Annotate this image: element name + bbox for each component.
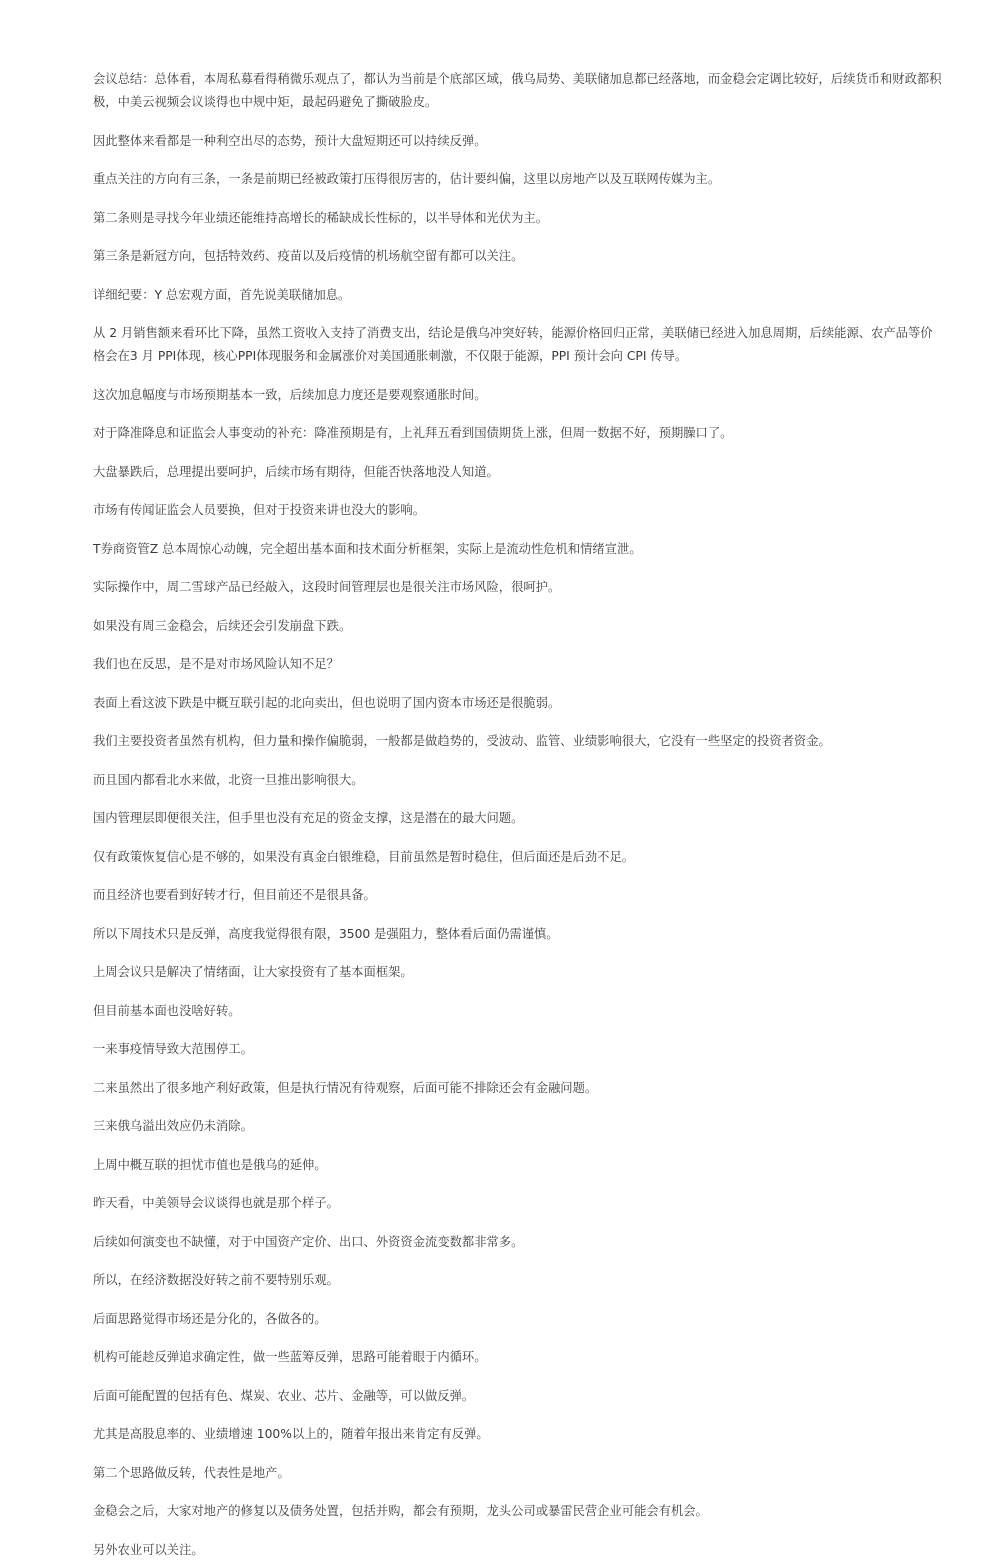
paragraph: 表面上看这波下跌是中概互联引起的北向卖出，但也说明了国内资本市场还是很脆弱。 bbox=[93, 695, 561, 710]
paragraph: 一来事疫情导致大范围停工。 bbox=[93, 1042, 253, 1056]
paragraph: 而且国内都看北水来做，北资一旦推出影响很大。 bbox=[93, 772, 364, 787]
paragraph: 大盘暴跌后，总理提出要呵护，后续市场有期待，但能否快落地没人知道。 bbox=[93, 464, 499, 479]
paragraph: 我们也在反思，是不是对市场风险认知不足？ bbox=[93, 657, 339, 671]
paragraph: T券商资管Z 总本周惊心动魄，完全超出基本面和技术面分析框架，实际上是流动性危机和情绪宣泄。 bbox=[93, 541, 642, 556]
paragraph: 第二个思路做反转，代表性是地产。 bbox=[93, 1465, 290, 1480]
paragraph-details-heading: 详细纪要：Y 总宏观方面，首先说美联储加息。 bbox=[93, 287, 351, 302]
paragraph: 三来俄乌溢出效应仍未消除。 bbox=[93, 1119, 253, 1133]
paragraph: 第三条是新冠方向，包括特效药、疫苗以及后疫情的机场航空留有都可以关注。 bbox=[93, 249, 524, 263]
paragraph: 机构可能趁反弹追求确定性，做一些蓝筹反弹，思路可能着眼于内循环。 bbox=[93, 1350, 487, 1364]
paragraph: 实际操作中，周二雪球产品已经敲入，这段时间管理层也是很关注市场风险，很呵护。 bbox=[93, 580, 561, 594]
paragraph: 因此整体来看都是一种利空出尽的态势，预计大盘短期还可以持续反弹。 bbox=[93, 133, 487, 148]
paragraph: 上周中概互联的担忧市值也是俄乌的延伸。 bbox=[93, 1157, 327, 1172]
paragraph: 国内管理层即便很关注，但手里也没有充足的资金支撑，这是潜在的最大问题。 bbox=[93, 811, 524, 825]
paragraph-summary: 会议总结：总体看，本周私募看得稍微乐观点了，都认为当前是个底部区域，俄乌局势、美联储加息都已经落地，而金稳会定调比较好，后续货币和财政都积极，中美云视频会议谈得也中规中矩，最起码避免了撕破脸皮。 bbox=[93, 72, 942, 109]
paragraph: 这次加息幅度与市场预期基本一致，后续加息力度还是要观察通胀时间。 bbox=[93, 387, 487, 402]
paragraph: 但目前基本面也没啥好转。 bbox=[93, 1003, 241, 1018]
paragraph: 后面可能配置的包括有色、煤炭、农业、芯片、金融等，可以做反弹。 bbox=[93, 1388, 475, 1403]
paragraph: 如果没有周三金稳会，后续还会引发崩盘下跌。 bbox=[93, 618, 352, 633]
paragraph: 所以，在经济数据没好转之前不要特别乐观。 bbox=[93, 1273, 339, 1287]
paragraph: 昨天看，中美领导会议谈得也就是那个样子。 bbox=[93, 1196, 339, 1210]
paragraph: 仅有政策恢复信心是不够的，如果没有真金白银维稳，目前虽然是暂时稳住，但后面还是后劲不足。 bbox=[93, 849, 635, 864]
paragraph: 从 2 月销售额来看环比下降，虽然工资收入支持了消费支出，结论是俄乌冲突好转，能源价格回归正常，美联储已经进入加息周期，后续能源、农产品等价格会在3 月 PPI体现，核心PPI体现服务和金属涨价对美国通胀刺激，不仅限于能源，PPI 预计会向 CPI 传导。 bbox=[93, 326, 933, 363]
paragraph: 对于降准降息和证监会人事变动的补充：降准预期是有，上礼拜五看到国债期货上涨，但周一数据不好，预期臊口了。 bbox=[93, 426, 733, 440]
paragraph: 后面思路觉得市场还是分化的，各做各的。 bbox=[93, 1311, 327, 1326]
paragraph: 而且经济也要看到好转才行，但目前还不是很具备。 bbox=[93, 888, 376, 902]
paragraph: 重点关注的方向有三条，一条是前期已经被政策打压得很厉害的，估计要纠偏，这里以房地产以及互联网传媒为主。 bbox=[93, 172, 721, 186]
paragraph: 第二条则是寻找今年业绩还能维持高增长的稀缺成长性标的，以半导体和光伏为主。 bbox=[93, 210, 548, 225]
paragraph: 后续如何演变也不缺懂，对于中国资产定价、出口、外资资金流变数都非常多。 bbox=[93, 1234, 524, 1249]
paragraph: 所以下周技术只是反弹，高度我觉得很有限，3500 是强阻力，整体看后面仍需谨慎。 bbox=[93, 926, 559, 941]
paragraph: 市场有传闻证监会人员要换，但对于投资来讲也没大的影响。 bbox=[93, 503, 426, 517]
paragraph: 上周会议只是解决了情绪面，让大家投资有了基本面框架。 bbox=[93, 965, 413, 979]
paragraph: 二来虽然出了很多地产利好政策，但是执行情况有待观察，后面可能不排除还会有金融问题。 bbox=[93, 1080, 598, 1095]
paragraph: 我们主要投资者虽然有机构，但力量和操作偏脆弱，一般都是做趋势的，受波动、监管、业绩影响很大，它没有一些坚定的投资者资金。 bbox=[93, 734, 831, 748]
paragraph: 另外农业可以关注。 bbox=[93, 1542, 204, 1557]
paragraph: 尤其是高股息率的、业绩增速 100%以上的，随着年报出来肯定有反弹。 bbox=[93, 1427, 489, 1441]
paragraph: 金稳会之后，大家对地产的修复以及债务处置，包括并购，都会有预期，龙头公司或暴雷民营企业可能会有机会。 bbox=[93, 1504, 708, 1518]
